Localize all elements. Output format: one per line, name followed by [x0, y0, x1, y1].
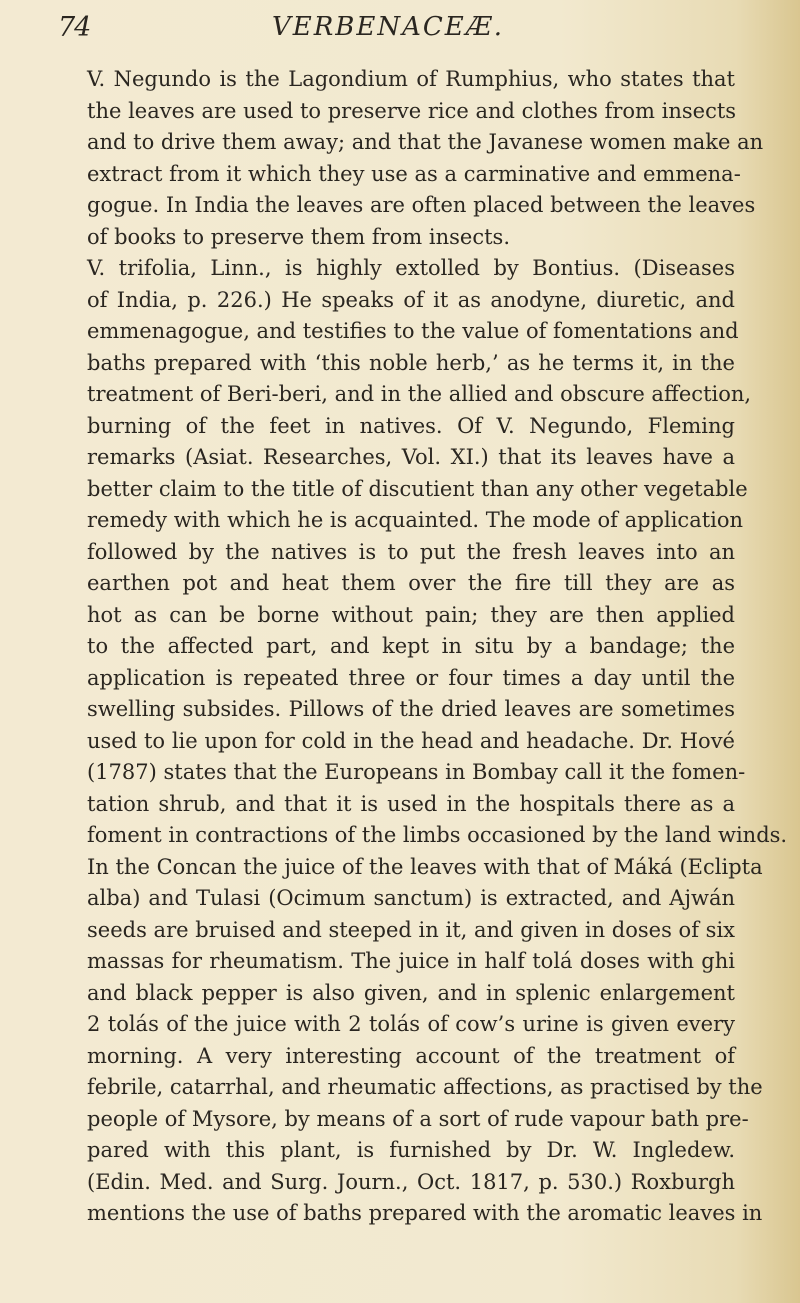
text-line: people of Mysore, by means of a sort of rude vapour bath pre- [87, 1106, 749, 1131]
text-line: of books to preserve them from insects. [87, 224, 510, 249]
text-line: seeds are bruised and steeped in it, and given in doses of six [87, 917, 735, 942]
text-line: extract from it which they use as a carminative and emmena- [87, 161, 741, 186]
text-line: (Edin. Med. and Surg. Journ., Oct. 1817, p. 530.) Roxburgh [87, 1169, 735, 1194]
text-line: remarks (Asiat. Researches, Vol. XI.) that its leaves have a [87, 445, 735, 469]
text-line: earthen pot and heat them over the fire till they are as [87, 571, 735, 595]
text-line: pared with this plant, is furnished by Dr. W. Ingledew. [87, 1138, 735, 1162]
text-line: mentions the use of baths prepared with the aromatic leaves in [87, 1201, 763, 1225]
text-line: of India, p. 226.) He speaks of it as anodyne, diuretic, and [87, 287, 735, 312]
page-number: 74 [58, 12, 91, 43]
text-line: In the Concan the juice of the leaves with that of Máká (Eclipta [87, 854, 763, 879]
text-line: V. trifolia, Linn., is highly extolled by Bontius. (Diseases [87, 256, 735, 280]
text-line: used to lie upon for cold in the head and headache. Dr. Hové [87, 728, 735, 753]
text-line: massas for rheumatism. The juice in half tolá doses with ghi [87, 949, 735, 973]
body-text [55, 64, 788, 1230]
text-line: to the affected part, and kept in situ by a bandage; the [87, 634, 735, 658]
text-line: (1787) states that the Europeans in Bombay call it the fomen- [87, 760, 746, 784]
text-line: tation shrub, and that it is used in the hospitals there as a [87, 791, 735, 816]
text-line: followed by the natives is to put the fresh leaves into an [87, 539, 735, 564]
text-line: and black pepper is also given, and in splenic enlargement [87, 980, 735, 1005]
text-line: V. Negundo is the Lagondium of Rumphius, who states that [87, 67, 735, 91]
text-line: emmenagogue, and testifies to the value of fomentations and [87, 319, 739, 343]
text-line: morning. A very interesting account of the treatment of [87, 1043, 735, 1068]
text-line: application is repeated three or four times a day until the [87, 665, 735, 690]
text-line: alba) and Tulasi (Ocimum sanctum) is extracted, and Ajwán [87, 886, 735, 910]
text-line: and to drive them away; and that the Javanese women make an [87, 130, 764, 154]
text-line: the leaves are used to preserve rice and clothes from insects [87, 98, 737, 123]
text-line: remedy with which he is acquainted. The mode of application [87, 508, 744, 532]
text-line: 2 tolás of the juice with 2 tolás of cow’s urine is given every [87, 1012, 735, 1036]
text-line: gogue. In India the leaves are often placed between the leaves [87, 193, 756, 217]
page-header [58, 12, 718, 52]
text-line: hot as can be borne without pain; they are then applied [87, 602, 735, 627]
text-line: better claim to the title of discutient than any other vegetable [87, 476, 748, 501]
text-line: baths prepared with ‘this noble herb,’ as he terms it, in the [87, 350, 735, 375]
paragraph [55, 253, 788, 1230]
paragraph [55, 64, 764, 253]
text-line: foment in contractions of the limbs occasioned by the land winds. [87, 823, 788, 847]
text-line: swelling subsides. Pillows of the dried leaves are sometimes [87, 697, 735, 721]
text-line: burning of the feet in natives. Of V. Negundo, Fleming [87, 413, 735, 438]
text-line: treatment of Beri-beri, and in the allied and obscure affection, [87, 382, 752, 406]
text-line: febrile, catarrhal, and rheumatic affections, as practised by the [87, 1075, 763, 1099]
running-head: VERBENACEÆ. [271, 12, 505, 42]
